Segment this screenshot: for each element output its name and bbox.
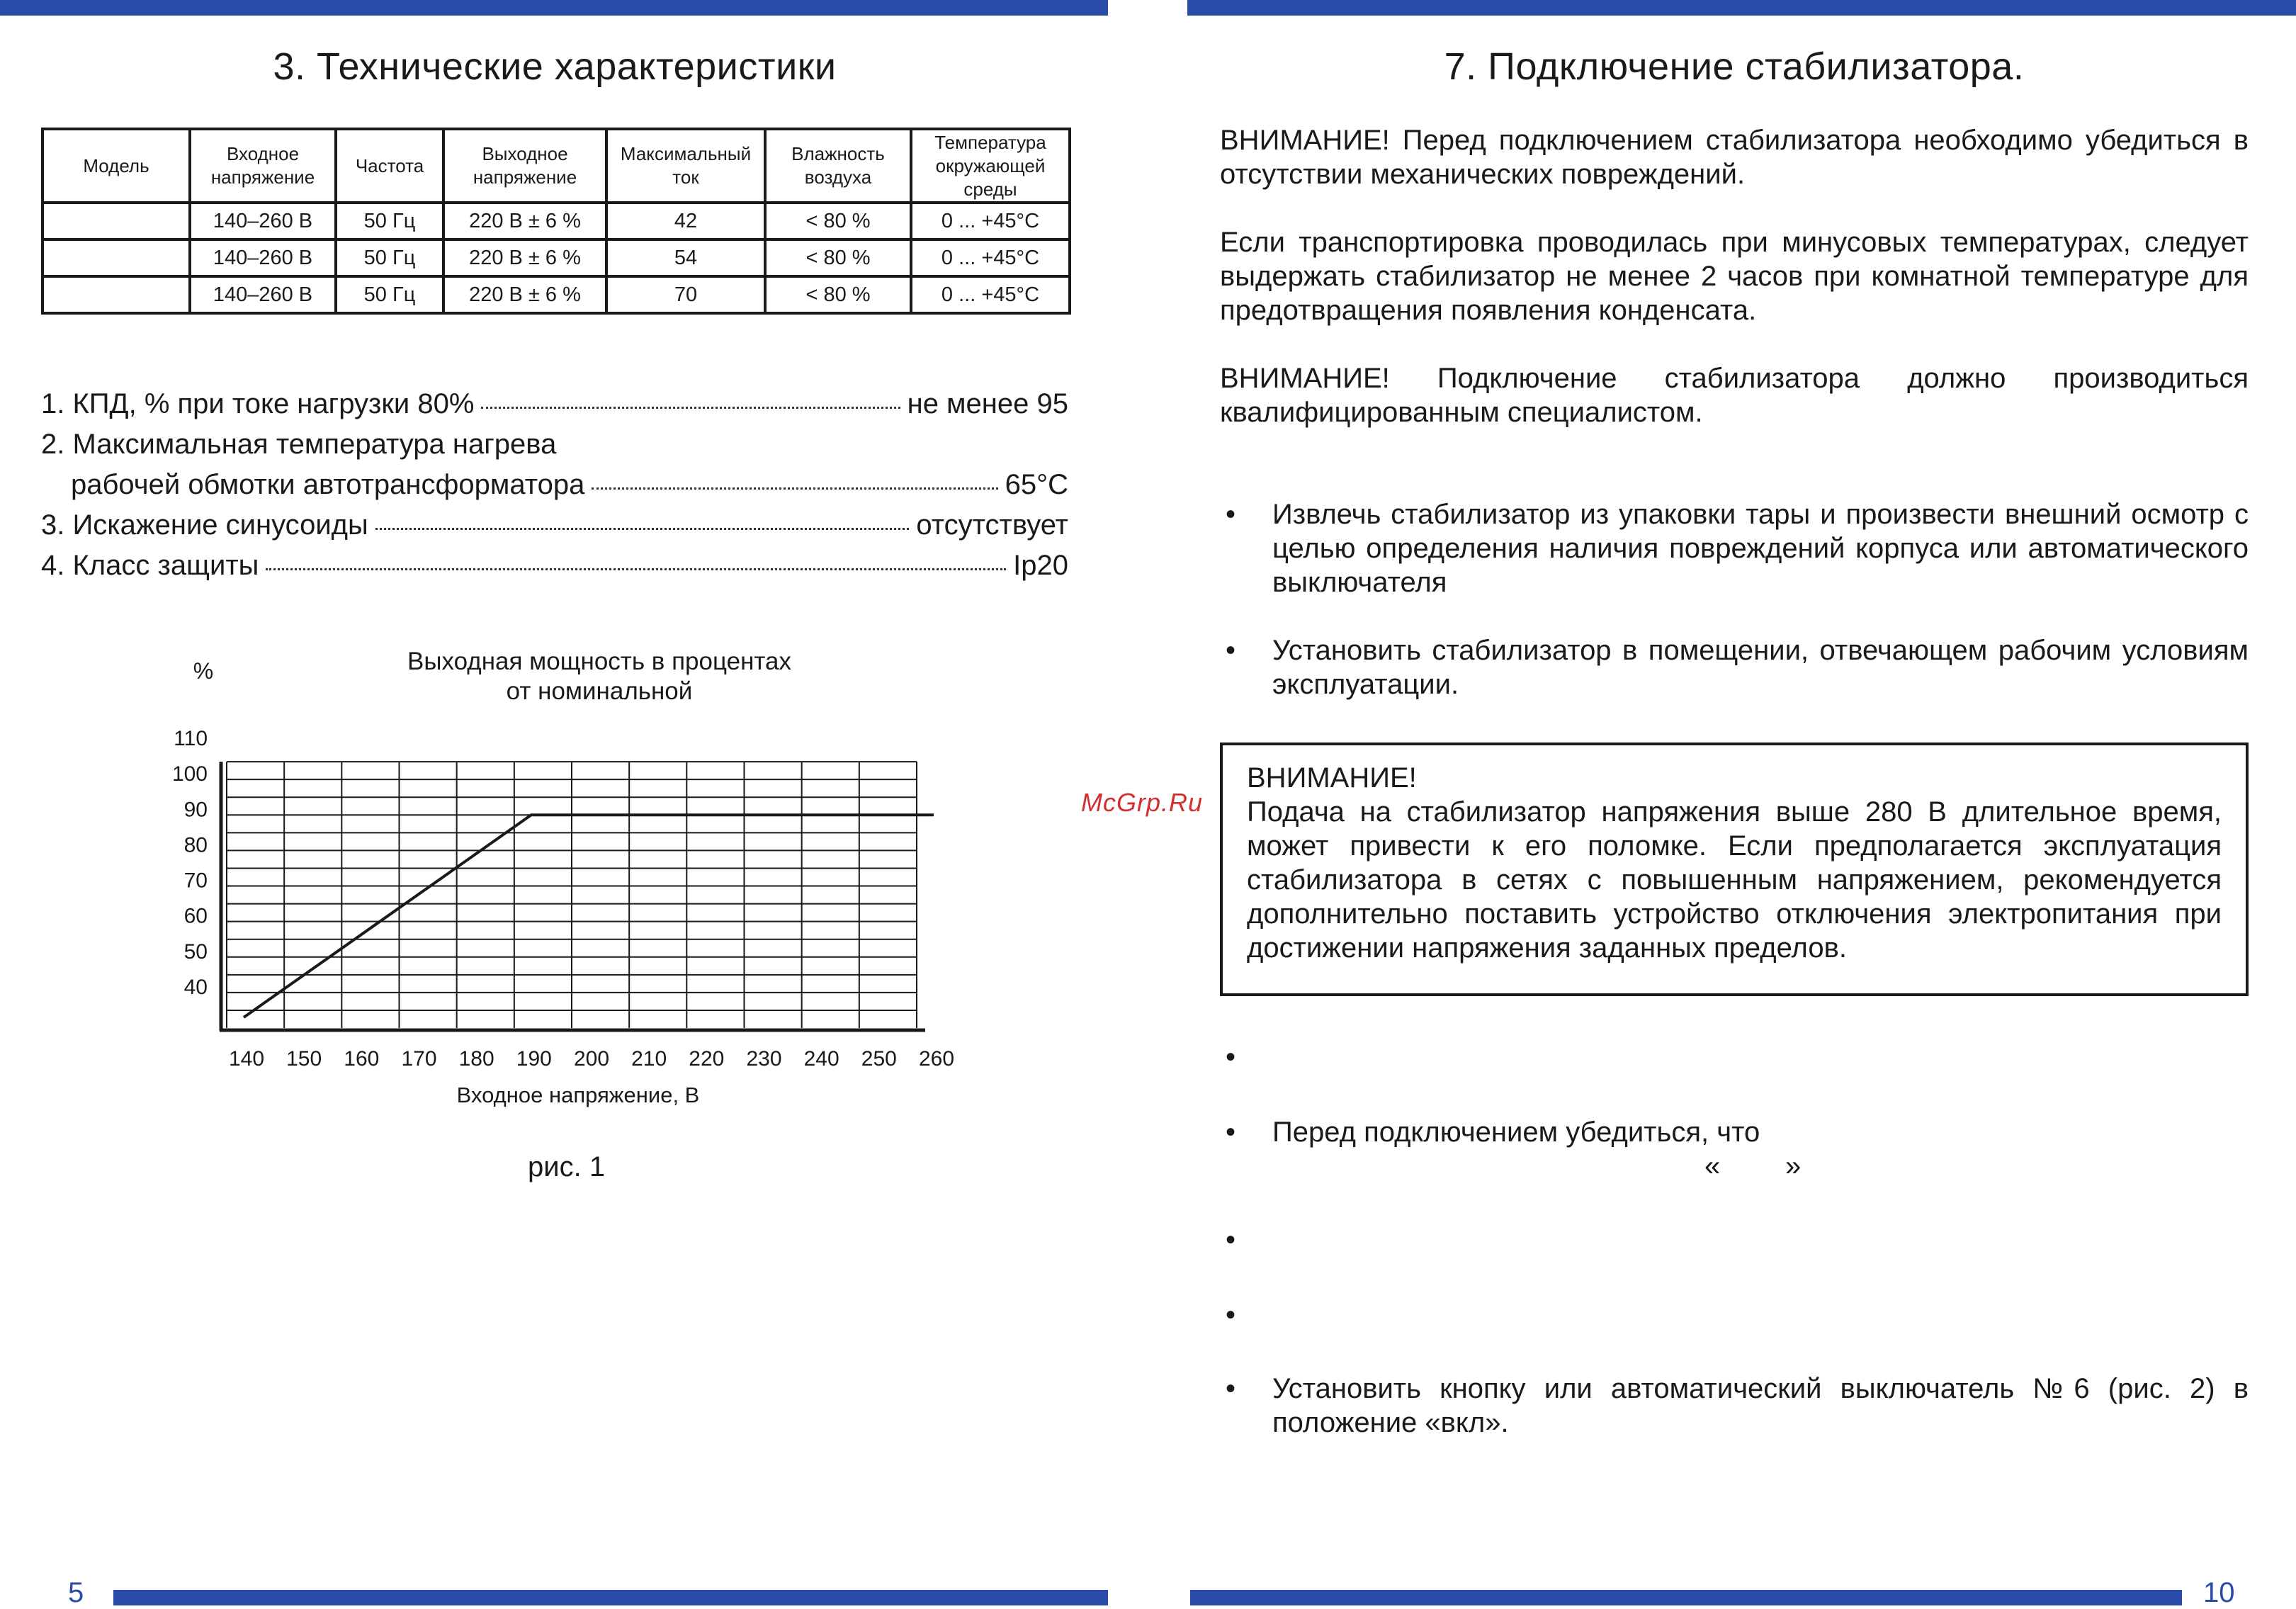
y-tick-label: 90: [183, 798, 208, 822]
warning-box: [1220, 743, 2249, 996]
spec-value: Ip20: [1013, 550, 1068, 581]
power-chart: [156, 638, 956, 1119]
table-cell: 54: [606, 239, 765, 276]
leader-dots: [592, 487, 997, 490]
top-bar-right: [1187, 0, 2296, 16]
chart-title-line2: от номинальной: [506, 677, 693, 705]
bullet-icon: •: [1226, 635, 1236, 666]
table-row: [43, 276, 1070, 313]
y-tick-label: 110: [174, 727, 208, 750]
chart-x-label: Входное напряжение, В: [456, 1083, 700, 1107]
spec-row-efficiency: [41, 388, 1068, 429]
bottom-bar-right: [1190, 1590, 2182, 1605]
chart-x-ticks: [229, 1047, 954, 1071]
x-tick-label: 180: [458, 1047, 494, 1071]
table-cell: 50 Гц: [336, 276, 443, 313]
table-header: Максимальный ток: [606, 129, 765, 203]
spec-label: 2. Максимальная температура нагрева: [41, 429, 557, 460]
spec-list: [41, 388, 1068, 590]
table-cell: 50 Гц: [336, 203, 443, 239]
table-header: Влажность воздуха: [765, 129, 911, 203]
bullet-icon: •: [1226, 1224, 1236, 1255]
table-cell: [43, 203, 190, 239]
right-page-title: 7. Подключение стабилизатора.: [1444, 45, 2025, 88]
bottom-bar-left: [113, 1590, 1108, 1605]
bullet-icon: •: [1226, 499, 1236, 530]
table-cell: < 80 %: [765, 203, 911, 239]
attention-paragraph: ВНИМАНИЕ! Перед подключением стабилизатора необходимо убедиться в отсутствии механических повреждений.: [1220, 125, 2249, 190]
chart-series: [244, 815, 934, 1017]
spec-row-distortion: [41, 509, 1068, 550]
spec-value: отсутствует: [916, 509, 1068, 541]
table-header: Выходное напряжение: [443, 129, 606, 203]
quote-open: «: [1704, 1151, 1721, 1182]
top-bar-left: [0, 0, 1108, 16]
table-header: Частота: [336, 129, 443, 203]
y-tick-label: 40: [183, 975, 208, 999]
bullet-icon: •: [1226, 1373, 1236, 1404]
table-cell: < 80 %: [765, 239, 911, 276]
table-header: Входное напряжение: [190, 129, 336, 203]
chart-title-line1: Выходная мощность в процентах: [407, 648, 792, 675]
left-page-title: 3. Технические характеристики: [273, 45, 837, 88]
x-tick-label: 210: [631, 1047, 667, 1071]
spec-label: 1. КПД, % при токе нагрузки 80%: [41, 388, 475, 419]
x-tick-label: 240: [803, 1047, 839, 1071]
warning-text: Подача на стабилизатор напряжения выше 280 В длительное время, может привести к его поломке. Если предполагается эксплуатация стабилизатора в сетях с повышенным напряжением, рекомендуется дополнительно поставить устройство отключения электропитания при достижении напряжения заданных пределов.: [1247, 796, 2222, 964]
spec-row-temperature-line2: [41, 469, 1068, 509]
y-tick-label: 60: [183, 904, 208, 928]
table-cell: 70: [606, 276, 765, 313]
leader-dots: [375, 528, 910, 530]
x-tick-label: 220: [689, 1047, 725, 1071]
table-header-row: [43, 129, 1070, 203]
page-number-left: 5: [68, 1577, 84, 1608]
x-tick-label: 140: [228, 1047, 265, 1071]
leader-dots: [481, 407, 900, 409]
y-tick-label: 70: [183, 869, 208, 893]
table-cell: 140–260 В: [190, 276, 336, 313]
chart-y-label: %: [193, 658, 214, 684]
table-cell: 140–260 В: [190, 239, 336, 276]
table-cell: 0 ... +45°С: [911, 203, 1070, 239]
x-tick-label: 150: [286, 1047, 322, 1071]
list-item-text: Извлечь стабилизатор из упаковки тары и произвести внешний осмотр с целью определения наличия повреждений корпуса или автоматического выключателя: [1272, 499, 2249, 598]
bullet-icon: •: [1226, 1117, 1236, 1148]
transport-paragraph: Если транспортировка проводилась при минусовых температурах, следует выдержать стабилизатор не менее 2 часов при комнатной температуре для предотвращения появления конденсата.: [1220, 227, 2249, 326]
spec-row-temperature-line1: [41, 429, 1068, 469]
leader-dots: [266, 568, 1006, 570]
list-item-text: Перед подключением убедиться, что: [1272, 1117, 1760, 1148]
x-tick-label: 160: [344, 1047, 380, 1071]
x-tick-label: 260: [918, 1047, 955, 1071]
table-cell: 220 В ± 6 %: [443, 239, 606, 276]
table-header: Температура окружающей среды: [911, 129, 1070, 203]
quote-close: »: [1785, 1151, 1802, 1182]
chart-grid: [227, 762, 917, 1028]
table-row: [43, 239, 1070, 276]
watermark: McGrp.Ru: [1081, 788, 1204, 817]
table-cell: 220 В ± 6 %: [443, 276, 606, 313]
spec-label: 4. Класс защиты: [41, 550, 259, 581]
x-tick-label: 230: [746, 1047, 782, 1071]
table-cell: 0 ... +45°С: [911, 239, 1070, 276]
spec-value: не менее 95: [907, 388, 1068, 419]
table-cell: < 80 %: [765, 276, 911, 313]
x-tick-label: 250: [861, 1047, 897, 1071]
chart-y-ticks: [172, 727, 208, 999]
x-tick-label: 200: [573, 1047, 610, 1071]
table-cell: 140–260 В: [190, 203, 336, 239]
spec-label: рабочей обмотки автотрансформатора: [71, 469, 585, 500]
x-tick-label: 190: [516, 1047, 552, 1071]
y-tick-label: 50: [183, 939, 208, 964]
list-item-text: Установить стабилизатор в помещении, отвечающем рабочим условиям эксплуатации.: [1272, 635, 2249, 700]
table-cell: 0 ... +45°С: [911, 276, 1070, 313]
list-item-text: Установить кнопку или автоматический выключатель №6 (рис. 2) в положение «вкл».: [1272, 1373, 2249, 1438]
bullet-icon: •: [1226, 1299, 1236, 1331]
table-cell: 42: [606, 203, 765, 239]
series-line: [244, 815, 934, 1017]
table-cell: 50 Гц: [336, 239, 443, 276]
page-number-right: 10: [2203, 1577, 2235, 1608]
y-tick-label: 80: [183, 833, 208, 857]
x-tick-label: 170: [401, 1047, 437, 1071]
spec-table: [41, 128, 1071, 315]
table-cell: [43, 276, 190, 313]
spec-value: 65°С: [1005, 469, 1068, 500]
table-cell: 220 В ± 6 %: [443, 203, 606, 239]
spec-row-protection: [41, 550, 1068, 590]
warning-heading: ВНИМАНИЕ!: [1247, 762, 1417, 794]
bullet-icon: •: [1226, 1041, 1236, 1073]
y-tick-label: 100: [171, 762, 208, 786]
table-row: [43, 203, 1070, 239]
figure-caption: рис. 1: [528, 1151, 606, 1182]
qualified-paragraph: ВНИМАНИЕ! Подключение стабилизатора должно производиться квалифицированным специалистом.: [1220, 363, 2249, 428]
table-header: Модель: [43, 129, 190, 203]
table-cell: [43, 239, 190, 276]
spec-label: 3. Искажение синусоиды: [41, 509, 368, 541]
